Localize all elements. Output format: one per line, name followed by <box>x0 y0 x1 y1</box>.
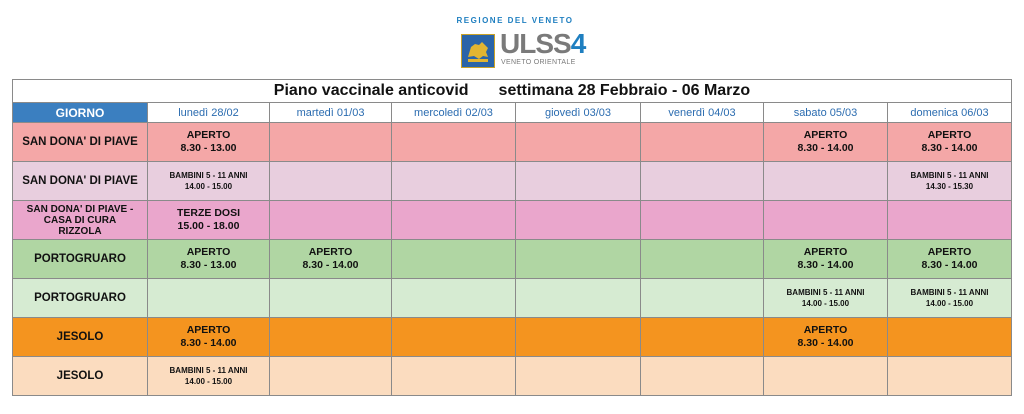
schedule-cell <box>516 240 641 279</box>
day-header: martedì 01/03 <box>270 103 392 123</box>
schedule-cell <box>516 318 641 357</box>
slot-label: APERTO <box>186 324 231 336</box>
slot-label: APERTO <box>186 246 231 258</box>
region-label: REGIONE DEL VENETO <box>456 16 574 25</box>
slot-hours: 14.30 - 15.30 <box>925 182 974 191</box>
schedule-cell <box>888 162 1012 201</box>
slot-label: BAMBINI 5 - 11 ANNI <box>169 366 248 375</box>
slot-label: APERTO <box>803 324 848 336</box>
schedule-cell <box>764 240 888 279</box>
schedule-cell <box>270 318 392 357</box>
title-week: settimana 28 Febbraio - 06 Marzo <box>498 82 751 99</box>
giorno-header: GIORNO <box>13 103 148 123</box>
schedule-cell <box>764 162 888 201</box>
schedule-cell <box>392 279 516 318</box>
schedule-cell <box>516 162 641 201</box>
schedule-cell <box>888 123 1012 162</box>
slot-label: APERTO <box>927 129 972 141</box>
slot-label: BAMBINI 5 - 11 ANNI <box>910 288 989 297</box>
day-header: giovedì 03/03 <box>516 103 641 123</box>
schedule-cell <box>641 123 764 162</box>
schedule-row <box>13 318 1012 357</box>
schedule-cell <box>148 357 270 396</box>
slot-hours: 8.30 - 14.00 <box>797 337 854 349</box>
schedule-cell <box>888 201 1012 240</box>
schedule-title <box>13 80 1012 103</box>
schedule-cell <box>270 357 392 396</box>
title-row <box>13 80 1012 103</box>
schedule-cell <box>641 240 764 279</box>
schedule-cell <box>148 162 270 201</box>
location-cell <box>13 201 148 240</box>
schedule-cell <box>888 240 1012 279</box>
schedule-cell <box>148 201 270 240</box>
slot-label: BAMBINI 5 - 11 ANNI <box>169 171 248 180</box>
day-header: venerdì 04/03 <box>641 103 764 123</box>
logo-subtitle: VENETO ORIENTALE <box>501 59 576 66</box>
slot-label: TERZE DOSI <box>176 207 240 219</box>
schedule-cell <box>392 162 516 201</box>
slot-hours: 8.30 - 13.00 <box>180 259 237 271</box>
schedule-cell <box>148 240 270 279</box>
slot-label: APERTO <box>803 129 848 141</box>
vaccination-schedule-table <box>12 79 1012 396</box>
schedule-cell <box>516 123 641 162</box>
location-cell: SAN DONA' DI PIAVE <box>13 123 148 162</box>
schedule-cell <box>764 318 888 357</box>
schedule-cell <box>392 318 516 357</box>
schedule-cell <box>148 279 270 318</box>
slot-hours: 8.30 - 14.00 <box>797 259 854 271</box>
slot-hours: 8.30 - 13.00 <box>180 142 237 154</box>
location-cell: SAN DONA' DI PIAVE <box>13 162 148 201</box>
schedule-cell <box>148 123 270 162</box>
page-header <box>0 14 1024 76</box>
schedule-cell <box>641 357 764 396</box>
slot-hours: 8.30 - 14.00 <box>921 142 978 154</box>
schedule-cell <box>764 357 888 396</box>
location-cell: JESOLO <box>13 357 148 396</box>
schedule-cell <box>888 318 1012 357</box>
day-header: mercoledì 02/03 <box>392 103 516 123</box>
title-main: Piano vaccinale anticovid <box>273 82 469 99</box>
schedule-cell <box>516 201 641 240</box>
schedule-cell <box>888 357 1012 396</box>
schedule-cell <box>641 162 764 201</box>
schedule-cell <box>764 201 888 240</box>
slot-label: APERTO <box>927 246 972 258</box>
slot-hours: 8.30 - 14.00 <box>921 259 978 271</box>
schedule-cell <box>641 318 764 357</box>
schedule-cell <box>270 279 392 318</box>
schedule-cell <box>392 240 516 279</box>
header-row <box>13 103 1012 123</box>
location-cell: PORTOGRUARO <box>13 279 148 318</box>
slot-hours: 14.00 - 15.00 <box>925 299 974 308</box>
schedule-cell <box>270 162 392 201</box>
slot-hours: 14.00 - 15.00 <box>184 182 233 191</box>
ulss-logo: ULSS4 <box>500 28 586 59</box>
location-cell: PORTOGRUARO <box>13 240 148 279</box>
location-line: RIZZOLA <box>58 225 102 237</box>
slot-label: APERTO <box>308 246 353 258</box>
slot-label: BAMBINI 5 - 11 ANNI <box>910 171 989 180</box>
schedule-row <box>13 162 1012 201</box>
slot-hours: 8.30 - 14.00 <box>180 337 237 349</box>
schedule-cell <box>392 201 516 240</box>
schedule-cell <box>270 201 392 240</box>
slot-hours: 15.00 - 18.00 <box>177 220 240 232</box>
schedule-cell <box>270 240 392 279</box>
schedule-row <box>13 201 1012 240</box>
location-line: CASA DI CURA <box>43 214 117 226</box>
slot-hours: 14.00 - 15.00 <box>184 377 233 386</box>
schedule-row <box>13 357 1012 396</box>
schedule-cell <box>516 357 641 396</box>
slot-hours: 8.30 - 14.00 <box>302 259 359 271</box>
schedule-cell <box>764 123 888 162</box>
schedule-cell <box>516 279 641 318</box>
schedule-cell <box>641 279 764 318</box>
schedule-row <box>13 240 1012 279</box>
location-line: SAN DONA' DI PIAVE - <box>26 203 134 215</box>
schedule-row <box>13 123 1012 162</box>
slot-hours: 8.30 - 14.00 <box>797 142 854 154</box>
schedule-cell <box>392 123 516 162</box>
schedule-cell <box>270 123 392 162</box>
slot-label: APERTO <box>803 246 848 258</box>
schedule-cell <box>148 318 270 357</box>
slot-label: APERTO <box>186 129 231 141</box>
schedule-row <box>13 279 1012 318</box>
day-header: domenica 06/03 <box>888 103 1012 123</box>
schedule-cell <box>888 279 1012 318</box>
schedule-cell <box>392 357 516 396</box>
slot-hours: 14.00 - 15.00 <box>801 299 850 308</box>
schedule-cell <box>764 279 888 318</box>
location-cell: JESOLO <box>13 318 148 357</box>
day-header: lunedì 28/02 <box>148 103 270 123</box>
day-header: sabato 05/03 <box>764 103 888 123</box>
schedule-cell <box>641 201 764 240</box>
lion-emblem-icon <box>461 34 495 68</box>
slot-label: BAMBINI 5 - 11 ANNI <box>786 288 865 297</box>
